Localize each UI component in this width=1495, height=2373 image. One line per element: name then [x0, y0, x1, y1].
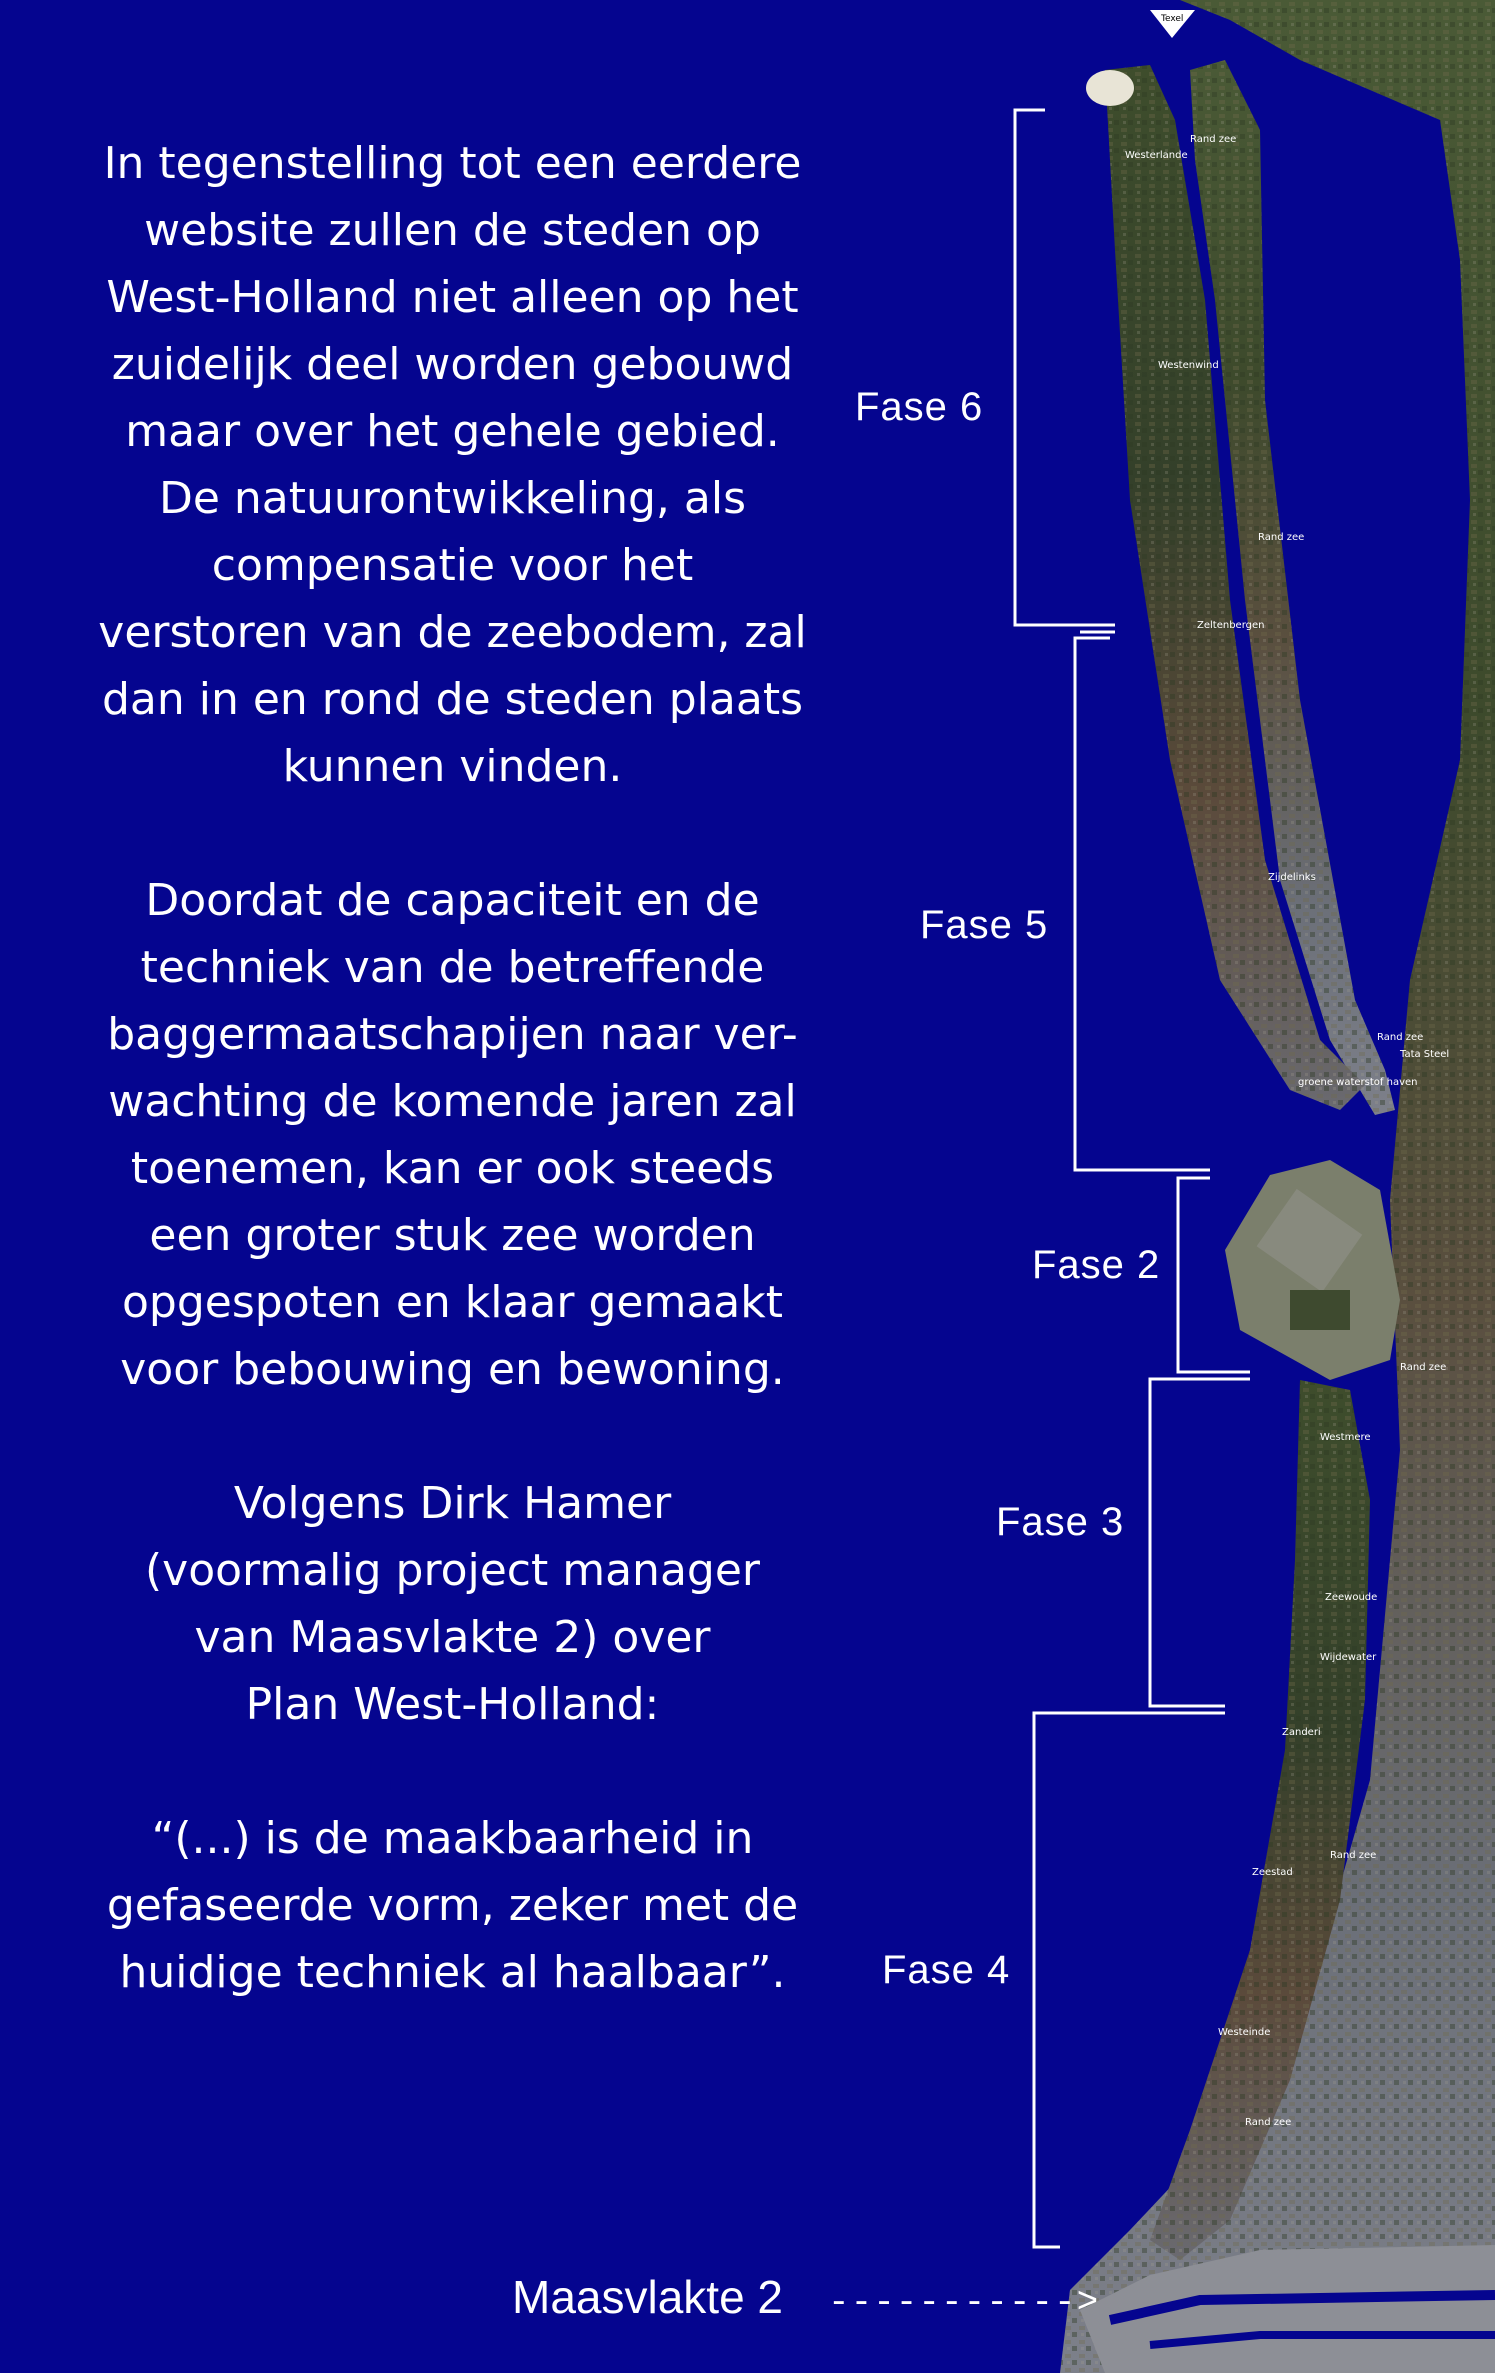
place-label: groene waterstof haven: [1298, 1077, 1418, 1088]
place-label: Rand zee: [1258, 532, 1305, 543]
place-label: Tata Steel: [1400, 1049, 1450, 1060]
place-label: Westerlande: [1125, 150, 1188, 161]
place-label: Rand zee: [1190, 134, 1237, 145]
bracket-fase-3: [1150, 1379, 1225, 1713]
place-label: Wijdewater: [1320, 1652, 1377, 1663]
label-fase-5: Fase 5: [920, 903, 1049, 947]
place-label: Rand zee: [1400, 1362, 1447, 1373]
place-label: Zeestad: [1252, 1867, 1293, 1878]
maasvlakte-arrow: ----------->: [828, 2282, 1100, 2323]
texel-label: Texel: [1161, 14, 1184, 24]
place-label: Zeltenbergen: [1197, 620, 1265, 631]
place-label: Rand zee: [1377, 1032, 1424, 1043]
label-fase-3: Fase 3: [996, 1500, 1125, 1544]
place-label: Zeewoude: [1325, 1592, 1378, 1603]
place-label: Westmere: [1320, 1432, 1371, 1443]
attribution-paragraph: Volgens Dirk Hamer (voormalig project manager van Maasvlakte 2) over Plan West-Holland:: [144, 1478, 760, 1730]
bracket-fase-6: [1015, 110, 1115, 632]
quote-paragraph: “(...) is de maakbaarheid in gefaseerde vorm, zeker met de huidige techniek al haalbaar”.: [106, 1813, 799, 1998]
intro-paragraph: In tegenstelling tot een eerdere website zullen de steden op West-Holland niet alleen op het zuidelijk deel worden gebouwd maar over het gehele gebied. De natuurontwikkeling, als compensatie voor het verstoren van de zeebodem, zal dan in en rond de steden plaats kunnen vinden.: [98, 138, 807, 792]
label-fase-6: Fase 6: [855, 385, 984, 429]
place-label: Zanderi: [1282, 1727, 1321, 1738]
place-label: Westeinde: [1218, 2027, 1271, 2038]
label-fase-2: Fase 2: [1032, 1243, 1161, 1287]
place-label: Westenwind: [1158, 360, 1219, 371]
capacity-paragraph: Doordat de capaciteit en de techniek van de betreffende baggermaatschapijen naar ver- wachting de komende jaren zal toenemen, kan er ook steeds een groter stuk zee worden opgespoten en klaar gemaakt voor bebouwing en bewoning.: [107, 875, 798, 1395]
place-label: Rand zee: [1245, 2117, 1292, 2128]
maasvlakte-label: Maasvlakte 2: [512, 2271, 784, 2323]
place-label: Zijdelinks: [1268, 872, 1316, 883]
place-label: Rand zee: [1330, 1850, 1377, 1861]
label-fase-4: Fase 4: [882, 1948, 1011, 1992]
